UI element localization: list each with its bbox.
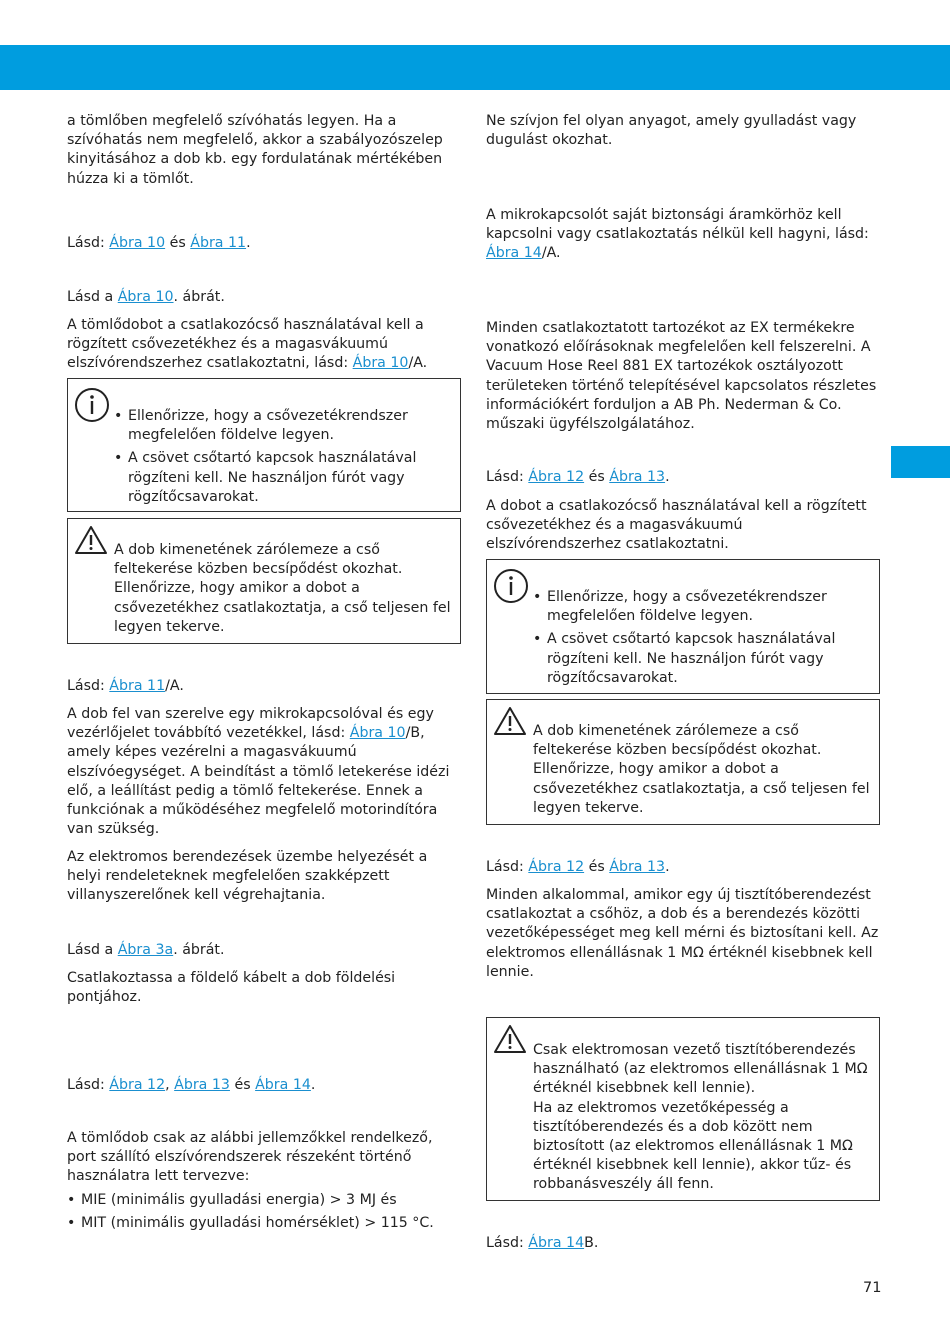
list-item: • A csövet csőtartó kapcsok használatával rögzíteni kell. Ne használjon fúrót vagy rögzítőcsavarokat.	[533, 630, 875, 688]
see-reference	[486, 858, 882, 877]
spec-list	[67, 1191, 463, 1237]
see-reference	[67, 677, 463, 696]
header-bar	[0, 45, 950, 90]
ref-prefix: Lásd a	[67, 289, 118, 305]
ref-prefix: Lásd a	[67, 942, 118, 958]
warning-box	[67, 518, 461, 644]
paragraph-text: A dob fel van szerelve egy mikrokapcsolóval és egy vezérlőjelet továbbító vezetékkel, lásd:	[67, 706, 434, 742]
ref-suffix: . ábrát.	[173, 289, 225, 305]
ref-suffix: /A.	[165, 678, 184, 694]
ref-separator: ,	[165, 1077, 175, 1093]
figure-link[interactable]: Ábra 14	[486, 245, 542, 262]
warning-text: Csak elektromosan vezető tisztítóberendezés használható (az elektromos ellenállásnak 1 MΩ értéknél kisebbnek kell lennie).	[533, 1042, 868, 1097]
warning-box-content: A dob kimenetének zárólemeze a cső feltekerése közben becsípődést okozhat. Ellenőrizze, hogy amikor a dobot a csővezetékhez csatlakoztatja, a cső teljesen fel legyen tekerve.	[114, 542, 451, 635]
list-item: • MIT (minimális gyulladási homérséklet) > 115 °C.	[67, 1214, 463, 1233]
info-box	[486, 559, 880, 694]
figure-link[interactable]: Ábra 10	[117, 289, 174, 305]
ref-separator: és	[229, 1077, 256, 1093]
ref-suffix: .	[246, 235, 251, 251]
ref-separator: és	[165, 235, 191, 251]
ref-prefix: Lásd:	[486, 469, 529, 485]
paragraph-text: A tömlődobot a csatlakozócső használatával kell a rögzített csővezetékhez és a magasvákuumú elszívórendszerhez csatlakoztatni, lásd:	[67, 317, 424, 372]
paragraph-text: /B, amely képes vezérelni a magasvákuumú elszívóegységet. A beindítást a tömlő letekerése idézi elő, a leállítást pedig a tömlő feltekerése. Ennek a funkciónak a működéséhez megfelelő motorindítóra van szükség.	[67, 725, 450, 838]
see-reference	[67, 941, 463, 960]
ref-suffix: /A.	[541, 245, 561, 262]
ref-suffix: .	[310, 1077, 316, 1093]
see-reference	[67, 234, 463, 253]
ref-prefix: Lásd:	[486, 859, 529, 875]
ref-suffix: .	[665, 859, 670, 875]
paragraph-text: A mikrokapcsolót saját biztonsági áramkörhöz kell kapcsolni vagy csatlakoztatás nélkül kell hagyni, lásd:	[486, 207, 869, 243]
warning-box	[486, 1017, 880, 1201]
ref-separator: és	[584, 469, 610, 485]
info-box-content	[533, 588, 875, 692]
warning-box-content	[533, 1041, 875, 1195]
paragraph-connect-drum: A dobot a csatlakozócső használatával kell a rögzített csővezetékhez és a magasvákuumú elszívórendszerhez csatlakoztatni.	[486, 498, 867, 553]
ref-prefix: Lásd:	[486, 1235, 529, 1251]
section-tab-marker	[891, 446, 950, 478]
warning-icon	[493, 1024, 527, 1060]
paragraph-suction: a tömlőben megfelelő szívóhatás legyen. Ha a szívóhatás nem megfelelő, akkor a szabályozószelep kinyitásához a dob kb. egy fordulatának mértékében húzza ki a tömlőt.	[67, 113, 443, 187]
paragraph-caution: Ne szívjon fel olyan anyagot, amely gyulladást vagy dugulást okozhat.	[486, 113, 857, 149]
paragraph-accessories: Minden csatlakoztatott tartozékot az EX termékekre vonatkozó előírásoknak megfelelően kell felszerelni. A Vacuum Hose Reel 881 EX tartozékok osztályozott területeken történő telepítésével kapcsolatos részletes információkért forduljon a AB Ph. Nederman & Co. műszaki ügyfélszolgálatához.	[486, 320, 877, 433]
see-reference	[486, 1234, 882, 1253]
paragraph-conductivity: Minden alkalommal, amikor egy új tisztítóberendezést csatlakoztat a csőhöz, a dob és a berendezés közötti vezetőképességet meg kell mérni és biztosítani kell. Az elektromos ellenállásnak 1 MΩ értéknél kisebbnek kell lennie.	[486, 887, 879, 980]
list-item: • Ellenőrizze, hogy a csővezetékrendszer megfelelően földelve legyen.	[533, 588, 875, 626]
ref-suffix: /A.	[408, 355, 428, 372]
list-item: • MIE (minimális gyulladási energia) > 3 MJ és	[67, 1191, 463, 1210]
figure-link[interactable]: Ábra 11	[190, 235, 247, 251]
figure-link[interactable]: Ábra 3a	[117, 942, 174, 958]
ref-separator: és	[584, 859, 610, 875]
paragraph-microswitch	[67, 705, 463, 839]
info-box-content	[114, 407, 456, 511]
see-reference	[67, 1076, 463, 1095]
figure-link[interactable]: Ábra 13	[174, 1077, 230, 1093]
ref-suffix: .	[665, 469, 670, 485]
warning-box-content: A dob kimenetének zárólemeze a cső feltekerése közben becsípődést okozhat. Ellenőrizze, hogy amikor a dobot a csővezetékhez csatlakoztatja, a cső teljesen fel legyen tekerve.	[533, 723, 870, 816]
warning-icon	[493, 706, 527, 742]
figure-link[interactable]: Ábra 10	[109, 235, 166, 251]
info-icon	[74, 387, 110, 429]
paragraph-microswitch-circuit	[486, 206, 882, 264]
warning-icon	[74, 525, 108, 561]
figure-link[interactable]: Ábra 14	[255, 1077, 311, 1093]
list-item: • Ellenőrizze, hogy a csővezetékrendszer megfelelően földelve legyen.	[114, 407, 456, 445]
page-number: 71	[863, 1280, 882, 1296]
figure-link[interactable]: Ábra 13	[609, 469, 666, 485]
figure-link[interactable]: Ábra 12	[528, 859, 585, 875]
list-item: • A csövet csőtartó kapcsok használatával rögzíteni kell. Ne használjon fúrót vagy rögzítőcsavarokat.	[114, 449, 456, 507]
figure-link[interactable]: Ábra 12	[528, 469, 585, 485]
info-icon	[493, 568, 529, 610]
warning-text: Ha az elektromos vezetőképesség a tisztítóberendezés és a dob között nem biztosított (az elektromos ellenállásnak 1 MΩ értéknél kisebbnek kell lennie), akkor tűz- és robbanásveszély áll fenn.	[533, 1099, 853, 1193]
paragraph-connect-reel	[67, 316, 463, 374]
figure-link[interactable]: Ábra 11	[109, 678, 166, 694]
paragraph-usage: A tömlődob csak az alábbi jellemzőkkel rendelkező, port szállító elszívórendszerek részeként történő használatra lett tervezve:	[67, 1130, 433, 1185]
ref-prefix: Lásd:	[67, 678, 110, 694]
figure-link[interactable]: Ábra 12	[109, 1077, 166, 1093]
see-reference	[67, 288, 463, 307]
see-reference	[486, 468, 882, 487]
ref-prefix: Lásd:	[67, 235, 110, 251]
figure-link[interactable]: Ábra 13	[609, 859, 666, 875]
paragraph-electrician: Az elektromos berendezések üzembe helyezését a helyi rendeleteknek megfelelően szakképzett villanyszerelőnek kell végrehajtania.	[67, 849, 428, 904]
figure-link[interactable]: Ábra 14	[528, 1235, 585, 1251]
warning-box	[486, 699, 880, 825]
figure-link[interactable]: Ábra 10	[352, 355, 409, 372]
figure-link[interactable]: Ábra 10	[349, 725, 406, 742]
ref-suffix: . ábrát.	[173, 942, 225, 958]
paragraph-grounding: Csatlakoztassa a földelő kábelt a dob földelési pontjához.	[67, 970, 396, 1006]
ref-prefix: Lásd:	[67, 1077, 110, 1093]
ref-suffix: B.	[584, 1235, 599, 1251]
info-box	[67, 378, 461, 512]
